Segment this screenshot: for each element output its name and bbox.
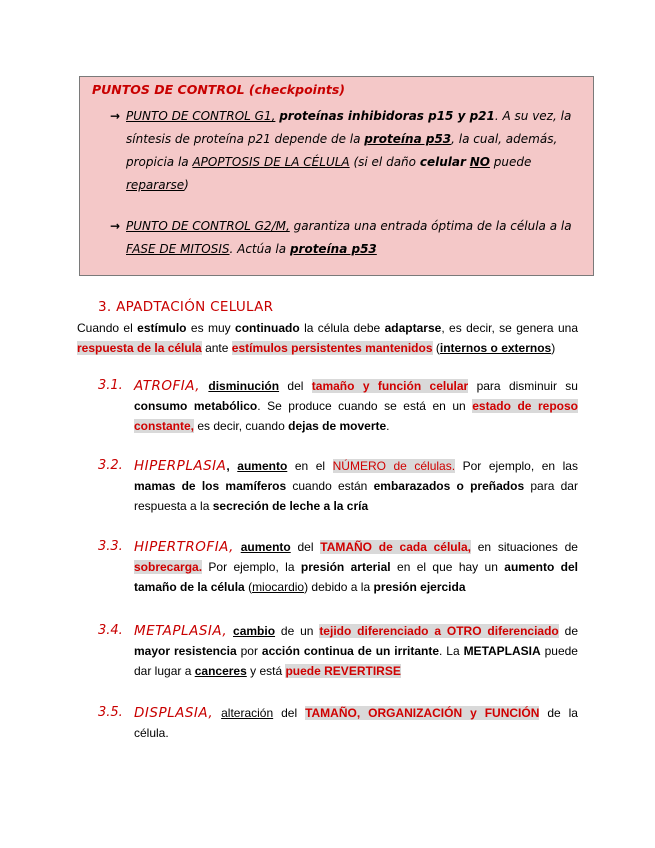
intro-text: continuado [235, 321, 300, 335]
item-text: mayor resistencia [134, 644, 237, 658]
intro-highlight: respuesta de la célula [77, 341, 202, 355]
item-text: para dar respuesta a la [134, 479, 578, 513]
item-text: aumento [240, 540, 291, 554]
section-title: 3. APADTACIÓN CELULAR [98, 299, 274, 315]
intro-highlight: estímulos persistentes mantenidos [231, 341, 433, 355]
subsection-atrofia [98, 376, 578, 436]
item-text: consumo metabólico [134, 399, 258, 413]
item-text: en el [294, 459, 326, 473]
intro-text: es muy [190, 321, 231, 335]
item-text: del [297, 540, 314, 554]
item-text: dejas de moverte [288, 419, 387, 433]
intro-text: ante [205, 341, 229, 355]
checkpoint-g2m-item [90, 215, 581, 261]
item-text: de la célula. [134, 706, 578, 740]
item-text: ( [248, 580, 253, 594]
g1-text: puede [493, 155, 532, 169]
item-text: y está [250, 664, 283, 678]
intro-text: adaptarse [384, 321, 442, 335]
subsection-number: 3.2. [98, 458, 123, 473]
item-highlight: puede REVERTIRSE [285, 664, 401, 678]
checkpoints-title: PUNTOS DE CONTROL (checkpoints) [92, 82, 345, 97]
item-text: . Se produce cuando se está en un [257, 399, 466, 413]
intro-text: ) [551, 341, 556, 355]
item-highlight: NÚMERO de células. [332, 459, 456, 473]
item-text: canceres [194, 664, 247, 678]
intro-text: ( [435, 341, 440, 355]
item-text: presión arterial [300, 560, 391, 574]
item-text: presión ejercida [373, 580, 466, 594]
item-text: mamas de los mamíferos [134, 479, 287, 493]
item-text: Por ejemplo, la [208, 560, 295, 574]
item-text: secreción de leche a la cría [212, 499, 369, 513]
item-text: cambio [233, 624, 276, 638]
subsection-term: METAPLASIA, [134, 623, 228, 639]
intro-text: Cuando el [77, 321, 133, 335]
item-text: ) debido a la [304, 580, 371, 594]
item-highlight: sobrecarga. [134, 560, 203, 574]
item-text: , [226, 459, 230, 473]
item-text: disminución [208, 379, 280, 393]
g1-text: NO [469, 155, 490, 169]
g2m-label: PUNTO DE CONTROL G2/M, [126, 219, 290, 233]
subsection-term: HIPERTROFIA, [134, 539, 234, 555]
item-highlight: TAMAÑO de cada célula, [320, 540, 471, 554]
item-text: en el que hay un [397, 560, 498, 574]
item-text: embarazados o preñados [373, 479, 525, 493]
item-text: cuando están [292, 479, 368, 493]
item-text: para disminuir su [476, 379, 578, 393]
g1-text: APOPTOSIS DE LA CÉLULA [192, 155, 350, 169]
item-text: del [287, 379, 304, 393]
item-text: por [240, 644, 258, 658]
g2m-text: . Actúa la [229, 242, 287, 256]
subsection-term: DISPLASIA, [134, 705, 214, 721]
subsection-hipertrofia [98, 537, 578, 597]
g1-text: , la cual, además, propicia la [126, 132, 558, 169]
g1-text: repararse [126, 178, 185, 192]
item-text: del [281, 706, 298, 720]
right-arrow-icon: → [110, 219, 121, 233]
g1-text: proteínas inhibidoras p15 y p21 [279, 109, 495, 123]
right-arrow-icon: → [110, 109, 121, 123]
item-text: puede dar lugar a [134, 644, 578, 678]
intro-text: internos o externos [439, 341, 552, 355]
g1-text: celular [419, 155, 466, 169]
item-text: acción continua de un irritante [261, 644, 439, 658]
subsection-number: 3.5. [98, 705, 123, 720]
subsection-number: 3.4. [98, 623, 123, 638]
g2m-text: FASE DE MITOSIS [126, 242, 230, 256]
item-text: . La [439, 644, 460, 658]
item-highlight: tamaño y función celular [311, 379, 469, 393]
g2m-text: proteína p53 [289, 242, 377, 256]
checkpoints-box [79, 76, 594, 276]
item-text: Por ejemplo, en las [462, 459, 578, 473]
g1-label: PUNTO DE CONTROL G1, [126, 109, 276, 123]
g1-text: proteína p53 [364, 132, 452, 146]
item-text: METAPLASIA [463, 644, 541, 658]
item-highlight: estado de reposo constante, [134, 399, 578, 433]
item-text: alteración [221, 706, 274, 720]
item-text: miocardio [252, 580, 305, 594]
item-text: es decir, cuando [197, 419, 285, 433]
subsection-term: HIPERPLASIA [134, 458, 227, 474]
section-intro [77, 318, 578, 358]
item-text: en situaciones de [477, 540, 578, 554]
intro-text: la célula debe [304, 321, 381, 335]
g1-text: (si el daño [353, 155, 416, 169]
g1-text: ) [184, 178, 189, 192]
subsection-metaplasia [98, 621, 578, 681]
item-text: de [564, 624, 578, 638]
item-text: . [386, 419, 390, 433]
g2m-text: garantiza una entrada óptima de la célula a la [293, 219, 572, 233]
checkpoint-g1-item [90, 105, 581, 197]
item-highlight: TAMAÑO, ORGANIZACIÓN y FUNCIÓN [305, 706, 540, 720]
intro-text: estímulo [137, 321, 187, 335]
item-text: aumento del tamaño de la célula [134, 560, 578, 594]
subsection-number: 3.1. [98, 378, 123, 393]
subsection-number: 3.3. [98, 539, 123, 554]
subsection-displasia [98, 703, 578, 743]
item-text: de un [280, 624, 314, 638]
subsection-hiperplasia [98, 456, 578, 516]
subsection-term: ATROFIA, [134, 378, 201, 394]
g1-text: . A su vez, la síntesis de proteína p21 depende de la [126, 109, 572, 146]
item-highlight: tejido diferenciado a OTRO diferenciado [319, 624, 559, 638]
item-text: aumento [237, 459, 288, 473]
intro-text: , es decir, se genera una [441, 321, 578, 335]
